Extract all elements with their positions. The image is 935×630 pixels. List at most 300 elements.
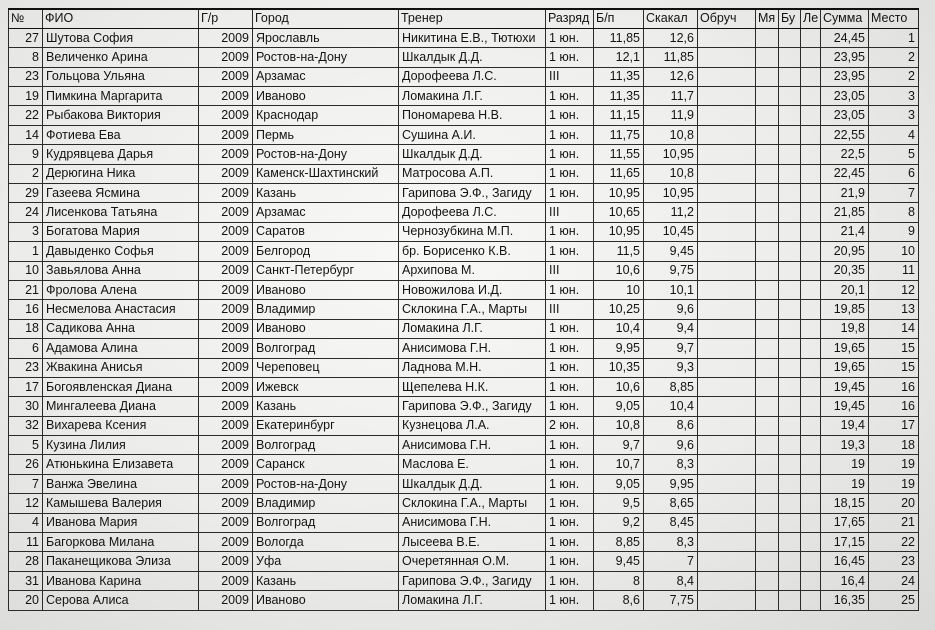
cell-city: Саранск [253, 455, 399, 474]
cell-total: 16,4 [821, 571, 869, 590]
table-row [9, 67, 919, 86]
cell-rank: III [546, 261, 594, 280]
cell-year: 2009 [199, 125, 253, 144]
cell-city: Ярославль [253, 28, 399, 47]
cell-number: 23 [9, 358, 43, 377]
cell-rope: 9,6 [644, 436, 698, 455]
cell-coach: Новожилова И.Д. [399, 280, 546, 299]
cell-city: Екатеринбург [253, 416, 399, 435]
cell-total: 22,45 [821, 164, 869, 183]
cell-ball [756, 222, 779, 241]
cell-bp: 11,55 [594, 145, 644, 164]
cell-city: Казань [253, 184, 399, 203]
table-row [9, 533, 919, 552]
cell-ball [756, 48, 779, 67]
cell-city: Арзамас [253, 67, 399, 86]
cell-ribbon [801, 87, 821, 106]
cell-bp: 9,2 [594, 513, 644, 532]
table-row [9, 145, 919, 164]
cell-clubs [779, 184, 801, 203]
cell-rope: 8,45 [644, 513, 698, 532]
cell-rank: 1 юн. [546, 377, 594, 396]
cell-clubs [779, 513, 801, 532]
cell-place: 17 [869, 416, 919, 435]
cell-ball [756, 358, 779, 377]
cell-name: Фролова Алена [43, 280, 199, 299]
cell-rope: 9,75 [644, 261, 698, 280]
cell-clubs [779, 319, 801, 338]
table-row [9, 571, 919, 590]
cell-ribbon [801, 552, 821, 571]
cell-total: 23,95 [821, 48, 869, 67]
cell-ball [756, 203, 779, 222]
cell-year: 2009 [199, 571, 253, 590]
cell-hoop [698, 222, 756, 241]
cell-rope: 7 [644, 552, 698, 571]
cell-ball [756, 397, 779, 416]
cell-rank: 1 юн. [546, 164, 594, 183]
cell-place: 6 [869, 164, 919, 183]
cell-hoop [698, 416, 756, 435]
cell-bp: 10,6 [594, 261, 644, 280]
cell-rank: 1 юн. [546, 280, 594, 299]
cell-bp: 11,15 [594, 106, 644, 125]
cell-rope: 8,3 [644, 533, 698, 552]
cell-coach: Шкалдык Д.Д. [399, 48, 546, 67]
cell-rope: 8,65 [644, 494, 698, 513]
cell-bp: 10,95 [594, 222, 644, 241]
cell-clubs [779, 48, 801, 67]
cell-city: Иваново [253, 280, 399, 299]
cell-place: 15 [869, 358, 919, 377]
cell-clubs [779, 106, 801, 125]
table-row [9, 125, 919, 144]
cell-number: 23 [9, 67, 43, 86]
cell-city: Иваново [253, 319, 399, 338]
cell-rope: 11,85 [644, 48, 698, 67]
cell-ribbon [801, 145, 821, 164]
cell-coach: Ломакина Л.Г. [399, 87, 546, 106]
cell-ball [756, 416, 779, 435]
cell-city: Иваново [253, 87, 399, 106]
cell-bp: 10,25 [594, 300, 644, 319]
cell-coach: Ломакина Л.Г. [399, 319, 546, 338]
cell-ball [756, 125, 779, 144]
cell-rank: 1 юн. [546, 397, 594, 416]
cell-rank: 1 юн. [546, 591, 594, 610]
cell-rope: 9,6 [644, 300, 698, 319]
cell-total: 22,55 [821, 125, 869, 144]
cell-rank: 1 юн. [546, 145, 594, 164]
cell-coach: Склокина Г.А., Марты [399, 300, 546, 319]
cell-year: 2009 [199, 319, 253, 338]
cell-place: 19 [869, 455, 919, 474]
cell-rope: 10,45 [644, 222, 698, 241]
cell-clubs [779, 67, 801, 86]
cell-rank: 1 юн. [546, 184, 594, 203]
cell-bp: 11,85 [594, 28, 644, 47]
cell-clubs [779, 145, 801, 164]
cell-number: 10 [9, 261, 43, 280]
cell-hoop [698, 377, 756, 396]
cell-ball [756, 87, 779, 106]
header-place: Место [869, 9, 919, 28]
cell-city: Краснодар [253, 106, 399, 125]
cell-total: 19,65 [821, 358, 869, 377]
cell-total: 19,45 [821, 397, 869, 416]
cell-number: 7 [9, 474, 43, 493]
cell-clubs [779, 261, 801, 280]
cell-clubs [779, 591, 801, 610]
cell-total: 19,8 [821, 319, 869, 338]
cell-rank: 1 юн. [546, 319, 594, 338]
cell-bp: 9,95 [594, 339, 644, 358]
cell-place: 4 [869, 125, 919, 144]
cell-bp: 9,5 [594, 494, 644, 513]
cell-year: 2009 [199, 106, 253, 125]
cell-ball [756, 513, 779, 532]
cell-year: 2009 [199, 300, 253, 319]
cell-rope: 7,75 [644, 591, 698, 610]
cell-name: Величенко Арина [43, 48, 199, 67]
cell-coach: Гарипова Э.Ф., Загиду [399, 184, 546, 203]
cell-hoop [698, 87, 756, 106]
cell-clubs [779, 571, 801, 590]
header-hoop: Обруч [698, 9, 756, 28]
table-row [9, 164, 919, 183]
cell-ball [756, 339, 779, 358]
cell-number: 30 [9, 397, 43, 416]
cell-rope: 10,8 [644, 125, 698, 144]
cell-rank: 1 юн. [546, 28, 594, 47]
cell-city: Пермь [253, 125, 399, 144]
cell-bp: 10,6 [594, 377, 644, 396]
cell-name: Жвакина Анисья [43, 358, 199, 377]
cell-ribbon [801, 494, 821, 513]
cell-total: 19,85 [821, 300, 869, 319]
cell-total: 20,35 [821, 261, 869, 280]
table-row [9, 319, 919, 338]
cell-number: 11 [9, 533, 43, 552]
cell-bp: 11,35 [594, 87, 644, 106]
cell-name: Шутова София [43, 28, 199, 47]
cell-year: 2009 [199, 552, 253, 571]
cell-total: 19,4 [821, 416, 869, 435]
cell-total: 19,3 [821, 436, 869, 455]
cell-year: 2009 [199, 48, 253, 67]
cell-ball [756, 436, 779, 455]
cell-name: Иванова Карина [43, 571, 199, 590]
cell-year: 2009 [199, 145, 253, 164]
cell-year: 2009 [199, 261, 253, 280]
cell-coach: Щепелева Н.К. [399, 377, 546, 396]
cell-total: 21,85 [821, 203, 869, 222]
cell-place: 1 [869, 28, 919, 47]
cell-ribbon [801, 106, 821, 125]
cell-place: 20 [869, 494, 919, 513]
cell-city: Волгоград [253, 436, 399, 455]
cell-coach: Анисимова Г.Н. [399, 513, 546, 532]
cell-rope: 12,6 [644, 28, 698, 47]
cell-rank: 1 юн. [546, 455, 594, 474]
cell-rank: 1 юн. [546, 533, 594, 552]
cell-rank: 1 юн. [546, 242, 594, 261]
cell-city: Уфа [253, 552, 399, 571]
header-number: № [9, 9, 43, 28]
cell-place: 22 [869, 533, 919, 552]
cell-number: 3 [9, 222, 43, 241]
header-city: Город [253, 9, 399, 28]
cell-number: 8 [9, 48, 43, 67]
cell-clubs [779, 300, 801, 319]
cell-clubs [779, 222, 801, 241]
cell-name: Богатова Мария [43, 222, 199, 241]
cell-name: Гольцова Ульяна [43, 67, 199, 86]
cell-ball [756, 67, 779, 86]
cell-coach: Никитина Е.В., Тютюхи [399, 28, 546, 47]
cell-number: 2 [9, 164, 43, 183]
cell-total: 19,65 [821, 339, 869, 358]
table-row [9, 377, 919, 396]
cell-name: Фотиева Ева [43, 125, 199, 144]
cell-rope: 9,95 [644, 474, 698, 493]
cell-rank: 1 юн. [546, 571, 594, 590]
cell-ribbon [801, 261, 821, 280]
cell-year: 2009 [199, 474, 253, 493]
cell-ball [756, 377, 779, 396]
table-row [9, 436, 919, 455]
cell-year: 2009 [199, 67, 253, 86]
cell-rank: 1 юн. [546, 474, 594, 493]
cell-ball [756, 145, 779, 164]
cell-rank: 1 юн. [546, 358, 594, 377]
cell-hoop [698, 571, 756, 590]
cell-hoop [698, 455, 756, 474]
cell-place: 16 [869, 377, 919, 396]
cell-rope: 11,9 [644, 106, 698, 125]
cell-bp: 11,35 [594, 67, 644, 86]
cell-name: Богоявленская Диана [43, 377, 199, 396]
cell-city: Арзамас [253, 203, 399, 222]
cell-rope: 12,6 [644, 67, 698, 86]
cell-rank: 1 юн. [546, 87, 594, 106]
cell-rope: 9,45 [644, 242, 698, 261]
cell-coach: Гарипова Э.Ф., Загиду [399, 397, 546, 416]
cell-place: 7 [869, 184, 919, 203]
table-body [9, 28, 919, 610]
cell-rope: 10,1 [644, 280, 698, 299]
cell-number: 4 [9, 513, 43, 532]
cell-ribbon [801, 571, 821, 590]
cell-ribbon [801, 455, 821, 474]
cell-coach: Анисимова Г.Н. [399, 339, 546, 358]
cell-rope: 9,7 [644, 339, 698, 358]
cell-clubs [779, 397, 801, 416]
cell-city: Белгород [253, 242, 399, 261]
cell-rank: 1 юн. [546, 125, 594, 144]
cell-rank: 1 юн. [546, 513, 594, 532]
cell-total: 16,45 [821, 552, 869, 571]
cell-city: Ростов-на-Дону [253, 48, 399, 67]
cell-number: 26 [9, 455, 43, 474]
header-coach: Тренер [399, 9, 546, 28]
cell-number: 27 [9, 28, 43, 47]
cell-city: Санкт-Петербург [253, 261, 399, 280]
cell-total: 21,9 [821, 184, 869, 203]
cell-bp: 9,7 [594, 436, 644, 455]
cell-ribbon [801, 591, 821, 610]
cell-number: 24 [9, 203, 43, 222]
cell-rank: 1 юн. [546, 494, 594, 513]
printed-sheet [8, 8, 918, 611]
table-row [9, 28, 919, 47]
cell-rank: 1 юн. [546, 48, 594, 67]
cell-clubs [779, 28, 801, 47]
cell-place: 24 [869, 571, 919, 590]
cell-number: 28 [9, 552, 43, 571]
cell-clubs [779, 280, 801, 299]
table-row [9, 48, 919, 67]
cell-bp: 11,65 [594, 164, 644, 183]
cell-rope: 11,7 [644, 87, 698, 106]
cell-coach: Дорофеева Л.С. [399, 67, 546, 86]
table-row [9, 184, 919, 203]
cell-rope: 8,4 [644, 571, 698, 590]
cell-name: Садикова Анна [43, 319, 199, 338]
cell-ribbon [801, 300, 821, 319]
cell-name: Несмелова Анастасия [43, 300, 199, 319]
cell-hoop [698, 474, 756, 493]
cell-rank: 1 юн. [546, 106, 594, 125]
cell-coach: Гарипова Э.Ф., Загиду [399, 571, 546, 590]
cell-ball [756, 494, 779, 513]
cell-total: 23,05 [821, 106, 869, 125]
cell-number: 19 [9, 87, 43, 106]
cell-hoop [698, 397, 756, 416]
table-row [9, 513, 919, 532]
cell-bp: 9,45 [594, 552, 644, 571]
cell-rank: 1 юн. [546, 436, 594, 455]
cell-year: 2009 [199, 416, 253, 435]
cell-hoop [698, 339, 756, 358]
cell-ribbon [801, 377, 821, 396]
cell-clubs [779, 533, 801, 552]
cell-ribbon [801, 222, 821, 241]
cell-year: 2009 [199, 164, 253, 183]
cell-coach: Шкалдык Д.Д. [399, 145, 546, 164]
cell-city: Волгоград [253, 339, 399, 358]
cell-ribbon [801, 319, 821, 338]
cell-hoop [698, 319, 756, 338]
cell-place: 5 [869, 145, 919, 164]
cell-ball [756, 106, 779, 125]
cell-place: 23 [869, 552, 919, 571]
cell-clubs [779, 436, 801, 455]
cell-hoop [698, 591, 756, 610]
cell-hoop [698, 513, 756, 532]
cell-year: 2009 [199, 222, 253, 241]
table-row [9, 494, 919, 513]
cell-coach: Лысеева В.Е. [399, 533, 546, 552]
table-row [9, 339, 919, 358]
cell-place: 19 [869, 474, 919, 493]
cell-bp: 9,05 [594, 474, 644, 493]
cell-rank: 1 юн. [546, 339, 594, 358]
cell-bp: 12,1 [594, 48, 644, 67]
cell-place: 18 [869, 436, 919, 455]
cell-name: Иванова Мария [43, 513, 199, 532]
cell-ribbon [801, 533, 821, 552]
cell-number: 18 [9, 319, 43, 338]
header-ribbon: Ле [801, 9, 821, 28]
cell-bp: 10,7 [594, 455, 644, 474]
cell-bp: 10,8 [594, 416, 644, 435]
cell-total: 20,1 [821, 280, 869, 299]
cell-name: Пимкина Маргарита [43, 87, 199, 106]
cell-clubs [779, 164, 801, 183]
cell-total: 17,65 [821, 513, 869, 532]
cell-name: Вихарева Ксения [43, 416, 199, 435]
cell-coach: Кузнецова Л.А. [399, 416, 546, 435]
cell-coach: Дорофеева Л.С. [399, 203, 546, 222]
cell-year: 2009 [199, 358, 253, 377]
cell-name: Атюнькина Елизавета [43, 455, 199, 474]
cell-city: Вологда [253, 533, 399, 552]
cell-coach: Чернозубкина М.П. [399, 222, 546, 241]
cell-ribbon [801, 436, 821, 455]
cell-hoop [698, 125, 756, 144]
cell-hoop [698, 436, 756, 455]
cell-name: Давыденко Софья [43, 242, 199, 261]
table-row [9, 552, 919, 571]
cell-year: 2009 [199, 494, 253, 513]
cell-place: 8 [869, 203, 919, 222]
cell-total: 17,15 [821, 533, 869, 552]
cell-rank: 2 юн. [546, 416, 594, 435]
table-row [9, 416, 919, 435]
cell-coach: Шкалдык Д.Д. [399, 474, 546, 493]
cell-clubs [779, 552, 801, 571]
cell-year: 2009 [199, 339, 253, 358]
cell-place: 3 [869, 106, 919, 125]
header-name: ФИО [43, 9, 199, 28]
cell-ribbon [801, 67, 821, 86]
table-row [9, 397, 919, 416]
cell-place: 10 [869, 242, 919, 261]
cell-ribbon [801, 416, 821, 435]
cell-bp: 10,4 [594, 319, 644, 338]
cell-city: Иваново [253, 591, 399, 610]
cell-place: 2 [869, 67, 919, 86]
cell-hoop [698, 552, 756, 571]
cell-coach: Архипова М. [399, 261, 546, 280]
cell-ribbon [801, 203, 821, 222]
cell-clubs [779, 87, 801, 106]
cell-bp: 8 [594, 571, 644, 590]
cell-coach: Анисимова Г.Н. [399, 436, 546, 455]
cell-ball [756, 319, 779, 338]
cell-city: Казань [253, 397, 399, 416]
cell-hoop [698, 261, 756, 280]
cell-year: 2009 [199, 513, 253, 532]
cell-name: Ванжа Эвелина [43, 474, 199, 493]
table-row [9, 203, 919, 222]
cell-year: 2009 [199, 533, 253, 552]
cell-place: 14 [869, 319, 919, 338]
header-ball: Мя [756, 9, 779, 28]
cell-hoop [698, 533, 756, 552]
cell-year: 2009 [199, 28, 253, 47]
